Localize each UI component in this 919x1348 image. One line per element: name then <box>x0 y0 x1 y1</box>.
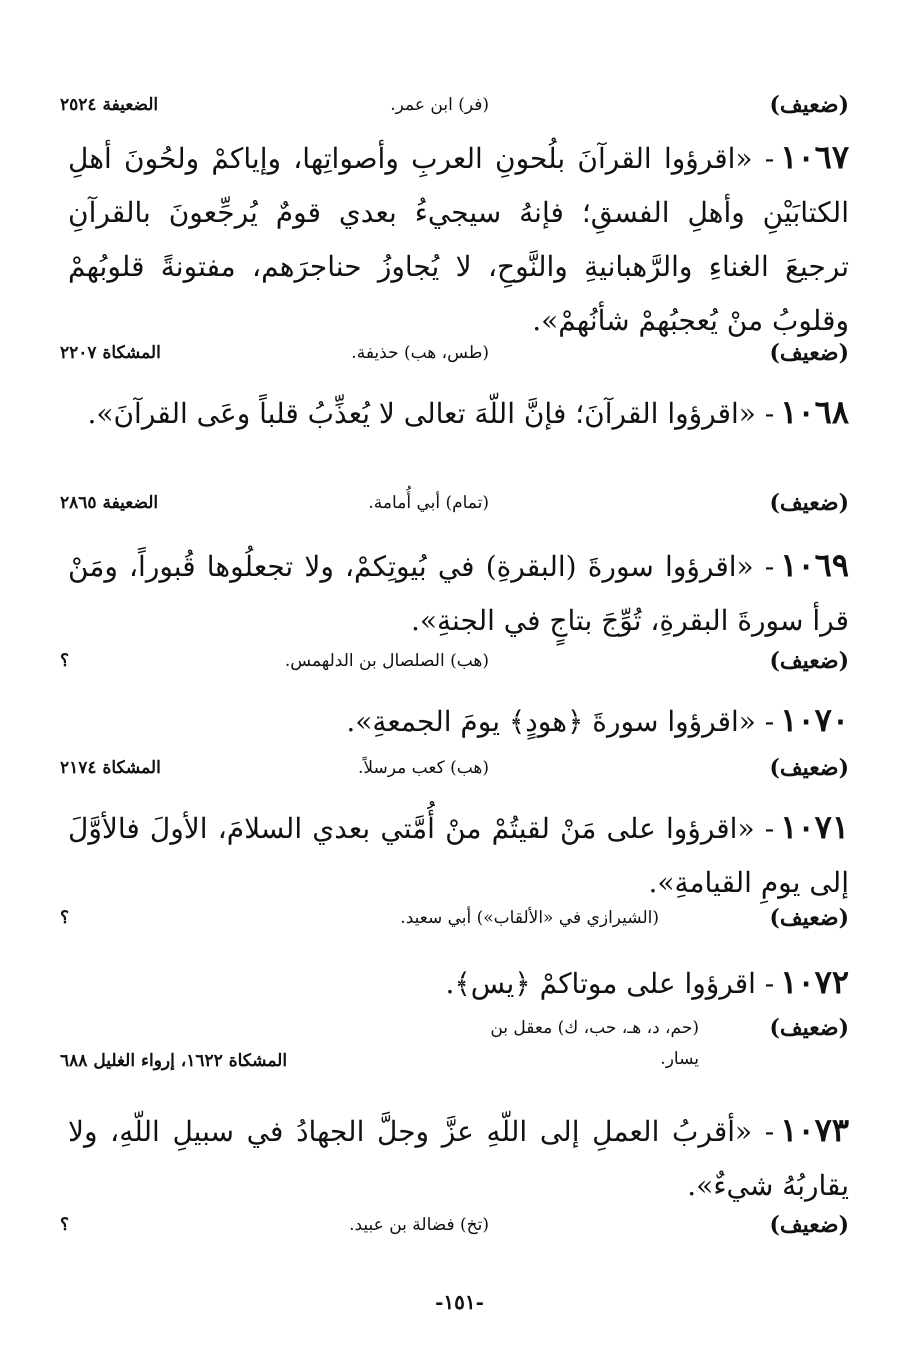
reference-line <box>60 905 849 941</box>
grade-label: ( ضعيف ) <box>769 1015 849 1041</box>
source-text: (تخ) فضالة بن عبيد. <box>349 1215 489 1235</box>
hadith-number: ١٠٧٣ <box>780 1111 849 1149</box>
reference-text: ؟ <box>60 908 70 928</box>
hadith-number: ١٠٦٧ <box>780 138 849 176</box>
reference-line <box>60 1015 849 1087</box>
reference-line <box>60 755 849 791</box>
grade-label: ( ضعيف ) <box>769 340 849 366</box>
reference-text: ؟ <box>60 1215 70 1235</box>
hadith-body: - «اقرؤوا القرآنَ بلُحونِ العربِ وأصواتِها، وإياكمْ ولحُونَ أهلِ الكتابَيْنِ وأهلِ الفسقِ؛ فإنهُ سيجيءُ بعدي قومٌ يُرجِّعونَ بالقرآنِ ترجيعَ الغناءِ والرَّهبانيةِ والنَّوحِ، لا يُجاوزُ حناجرَهم، مفتونةً قلوبُهمْ وقلوبُ منْ يُعجبُهمْ شأنُهمْ». <box>68 142 849 337</box>
reference-line <box>60 92 849 128</box>
hadith-number: ١٠٦٨ <box>780 393 849 431</box>
reference-text: ؟ <box>60 651 70 671</box>
source-text-continued: يسار. <box>660 1049 699 1069</box>
reference-text: المشكاة ٢١٧٤ <box>60 758 161 778</box>
hadith-text <box>68 538 849 648</box>
reference-text: المشكاة ٢٢٠٧ <box>60 343 161 363</box>
hadith-number: ١٠٧١ <box>780 808 849 846</box>
hadith-text <box>68 693 849 749</box>
source-text: (هب) كعب مرسلاً. <box>358 758 489 778</box>
hadith-text <box>68 1103 849 1213</box>
reference-line <box>60 340 849 376</box>
hadith-text <box>68 955 849 1011</box>
reference-text: المشكاة ١٦٢٢، إرواء الغليل ٦٨٨ <box>60 1051 288 1071</box>
reference-text: الضعيفة ٢٥٢٤ <box>60 95 159 115</box>
reference-line <box>60 648 849 684</box>
source-text: (فر) ابن عمر. <box>390 95 489 115</box>
hadith-body: - «اقرؤوا سورةَ ﴿هودٍ﴾ يومَ الجمعةِ». <box>346 705 775 738</box>
hadith-number: ١٠٦٩ <box>780 546 849 584</box>
grade-label: ( ضعيف ) <box>769 490 849 516</box>
grade-label: ( ضعيف ) <box>769 92 849 118</box>
grade-label: ( ضعيف ) <box>769 648 849 674</box>
source-text: (حم، د، هـ، حب، ك) معقل بن <box>490 1018 699 1038</box>
hadith-body: - اقرؤوا على موتاكمْ ﴿يس﴾. <box>445 967 775 1000</box>
hadith-body: - «اقرؤوا على مَنْ لقيتُمْ منْ أُمَّتي بعدي السلامَ، الأولَ فالأوَّلَ إلى يومِ القيامةِ». <box>68 812 849 899</box>
page-number: -١٥١- <box>435 1290 484 1314</box>
hadith-text <box>68 385 849 441</box>
grade-label: ( ضعيف ) <box>769 905 849 931</box>
hadith-number: ١٠٧٢ <box>780 963 849 1001</box>
reference-line <box>60 1212 849 1248</box>
source-text: (هب) الصلصال بن الدلهمس. <box>284 651 489 671</box>
hadith-text <box>68 800 849 910</box>
grade-label: ( ضعيف ) <box>769 755 849 781</box>
source-text: (الشيرازي في «الألقاب») أبي سعيد. <box>400 908 659 928</box>
source-text: (طس، هب) حذيفة. <box>351 343 489 363</box>
reference-line <box>60 490 849 526</box>
hadith-body: - «اقرؤوا سورةَ (البقرةِ) في بُيوتِكمْ، ولا تجعلُوها قُبوراً، ومَنْ قرأ سورةَ البقرةِ، تُوِّجَ بتاجٍ في الجنةِ». <box>68 550 849 637</box>
source-text: (تمام) أبي أُمامة. <box>368 493 489 513</box>
hadith-body: - «أقربُ العملِ إلى اللّهِ عزَّ وجلَّ الجهادُ في سبيلِ اللّهِ، ولا يقاربُهُ شيءٌ». <box>68 1115 849 1202</box>
hadith-number: ١٠٧٠ <box>780 701 849 739</box>
grade-label: ( ضعيف ) <box>769 1212 849 1238</box>
reference-text: الضعيفة ٢٨٦٥ <box>60 493 159 513</box>
hadith-text <box>68 130 849 348</box>
hadith-body: - «اقرؤوا القرآنَ؛ فإنَّ اللّهَ تعالى لا يُعذِّبُ قلباً وعَى القرآنَ». <box>87 397 775 430</box>
